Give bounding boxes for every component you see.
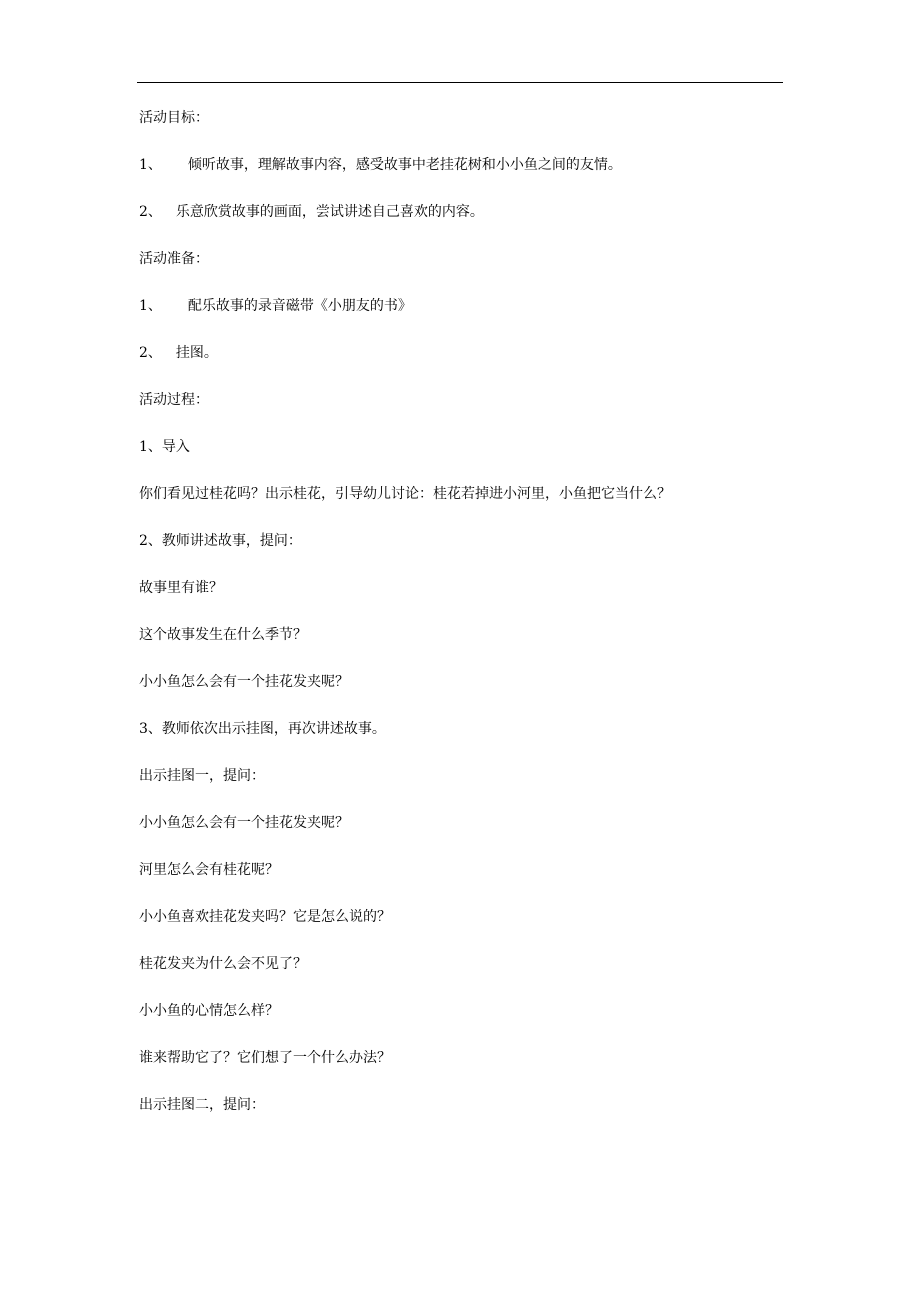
preparation-item-1 xyxy=(139,296,779,343)
line-text: 河里怎么会有桂花呢？ xyxy=(139,862,279,878)
process-step-2 xyxy=(139,531,779,578)
line-text: 乐意欣赏故事的画面，尝试讲述自己喜欢的内容。 xyxy=(175,204,484,220)
question-line xyxy=(139,954,779,1001)
paragraph xyxy=(139,484,779,531)
goal-item-2 xyxy=(139,202,779,249)
line-text: 故事里有谁？ xyxy=(139,580,223,596)
line-text: 2、教师讲述故事，提问： xyxy=(139,533,302,549)
line-text: 1、导入 xyxy=(139,439,190,455)
line-text: 桂花发夹为什么会不见了？ xyxy=(139,956,307,972)
list-number: 2、 xyxy=(139,204,162,220)
line-text: 这个故事发生在什么季节？ xyxy=(139,627,307,643)
line-text: 活动过程： xyxy=(139,392,209,408)
line-text: 小小鱼喜欢挂花发夹吗？它是怎么说的？ xyxy=(139,909,391,925)
question-line xyxy=(139,907,779,954)
question-line xyxy=(139,813,779,860)
question-line xyxy=(139,625,779,672)
question-line xyxy=(139,578,779,625)
subheading-picture-1 xyxy=(139,766,779,813)
question-line xyxy=(139,1001,779,1048)
process-step-1 xyxy=(139,437,779,484)
section-heading-process xyxy=(139,390,779,437)
section-heading-goals xyxy=(139,108,779,155)
line-text: 3、教师依次出示挂图，再次讲述故事。 xyxy=(139,721,386,737)
line-text: 你们看见过桂花吗？出示桂花，引导幼儿讨论：桂花若掉进小河里，小鱼把它当什么？ xyxy=(139,486,671,502)
line-text: 挂图。 xyxy=(175,345,218,361)
list-number: 1、 xyxy=(139,157,162,173)
subheading-picture-2 xyxy=(139,1095,779,1142)
line-text: 小小鱼怎么会有一个挂花发夹呢？ xyxy=(139,815,349,831)
question-line xyxy=(139,860,779,907)
section-heading-preparation xyxy=(139,249,779,296)
header-rule xyxy=(137,82,783,83)
line-text: 配乐故事的录音磁带《小朋友的书》 xyxy=(187,298,412,314)
line-text: 活动准备： xyxy=(139,251,209,267)
process-step-3 xyxy=(139,719,779,766)
question-line xyxy=(139,1048,779,1095)
line-text: 小小鱼怎么会有一个挂花发夹呢？ xyxy=(139,674,349,690)
question-line xyxy=(139,672,779,719)
list-number: 1、 xyxy=(139,298,162,314)
line-text: 活动目标： xyxy=(139,110,209,126)
line-text: 倾听故事，理解故事内容，感受故事中老挂花树和小小鱼之间的友情。 xyxy=(187,157,622,173)
list-number: 2、 xyxy=(139,345,162,361)
line-text: 出示挂图二，提问： xyxy=(139,1097,265,1113)
line-text: 出示挂图一，提问： xyxy=(139,768,265,784)
document-body xyxy=(139,108,779,1142)
preparation-item-2 xyxy=(139,343,779,390)
line-text: 小小鱼的心情怎么样？ xyxy=(139,1003,279,1019)
line-text: 谁来帮助它了？它们想了一个什么办法？ xyxy=(139,1050,391,1066)
goal-item-1 xyxy=(139,155,779,202)
